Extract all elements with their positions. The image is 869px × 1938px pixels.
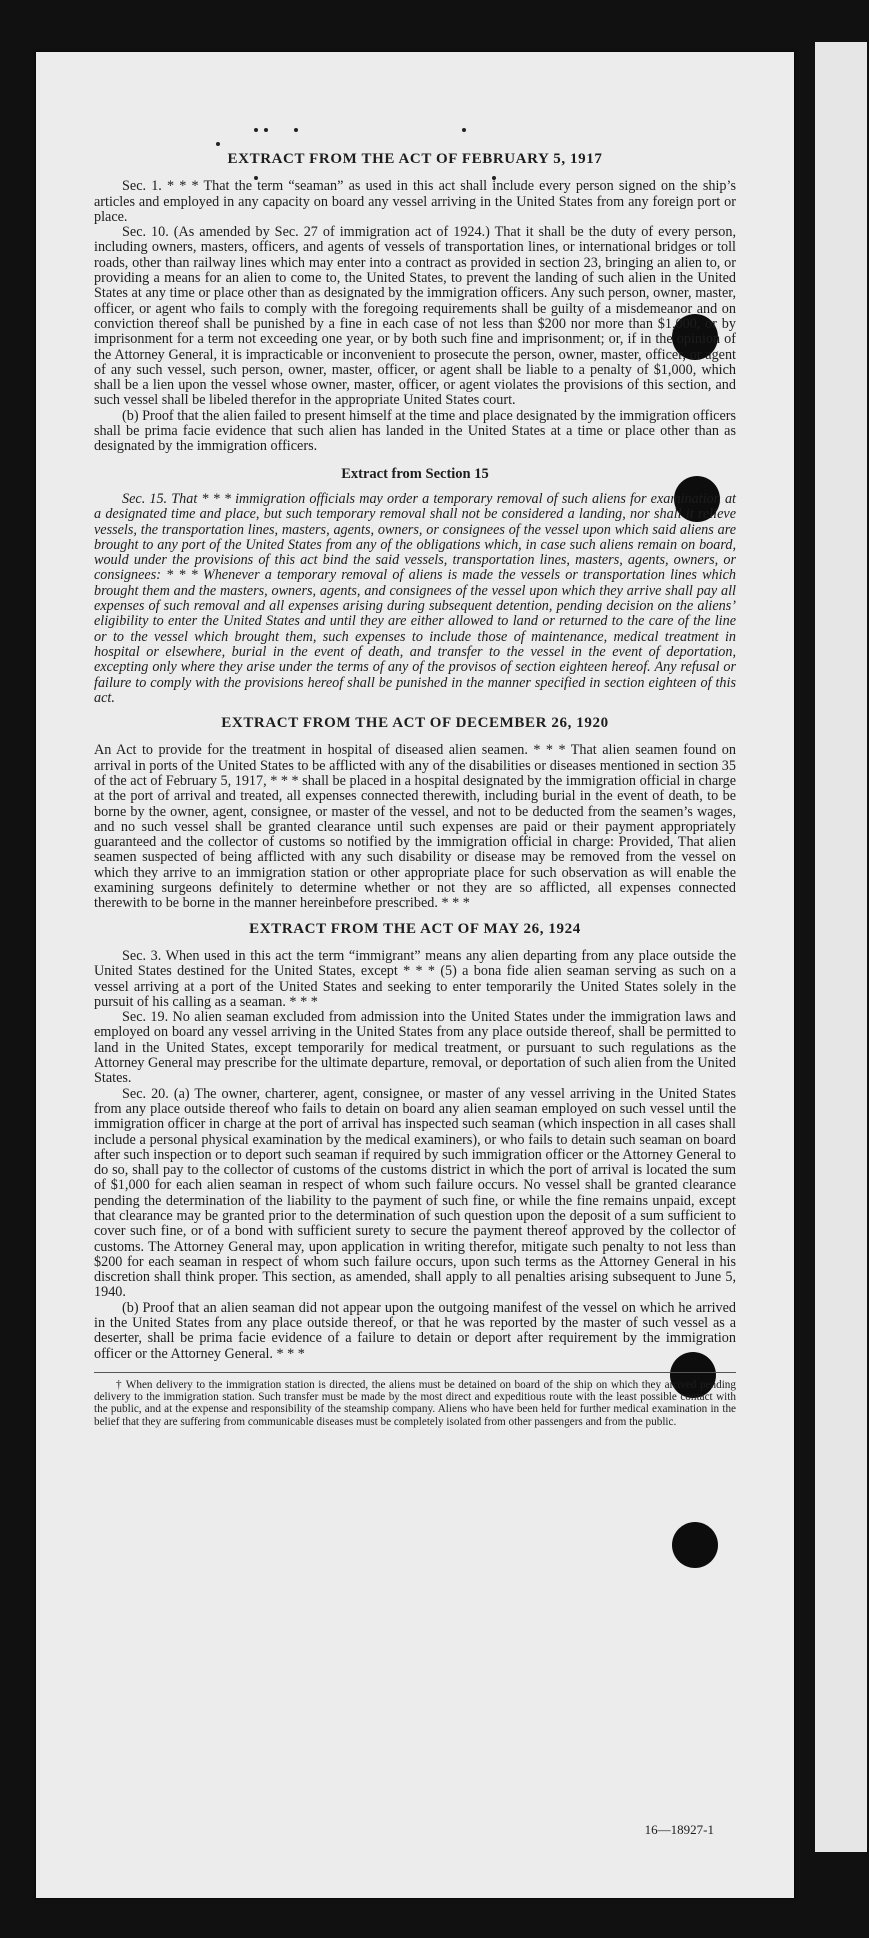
paragraph-1920-act: An Act to provide for the treatment in hospital of diseased alien seamen. * * * That alien seamen found on arrival in ports of the United States to be afflicted with any of the disabilities or diseases mentioned in section 35 of the act of February 5, 1917, * * * shall be placed in a hospital designated by the immigration official in charge at the port of arrival and treated, all expenses connected therewith, including burial in the event of death, to be borne by the owner, agent, consignee, or master of the vessel, and not to be deducted from the seamen’s wages, and no such vessel shall be granted clearance until such expenses are paid or their payment appropriately guaranteed and the collector of customs so notified by the immigration official in charge: Provided, That alien seamen suspected of being afflicted with any such disability or disease may be removed from the vessel on which they arrive to an immigration station or other appropriate place for such observation as will enable the examining surgeons definitely to determine whether or not they are so afflicted, all expenses connected therewith to be borne in the manner hereinbefore prescribed. * * * bbox=[94, 742, 736, 912]
speck bbox=[294, 128, 298, 132]
paragraph-sec-3: Sec. 3. When used in this act the term “immigrant” means any alien departing from any place outside the United States destined for the United States, except * * * (5) a bona fide alien seaman serving as such on a vessel arriving at a port of the United States and seeking to enter temporarily the United States solely in the pursuit of his calling as a seaman. * * * bbox=[94, 947, 736, 1010]
paragraph-sec-15: Sec. 15. That * * * immigration officials may order a temporary removal of such aliens for examination at a designated time and place, but such temporary removal shall not be considered a landing, nor shall it relieve vessels, the transportation lines, masters, agents, owners, or consignees of the vessel upon which said aliens are brought to any port of the United States from any of the obligations which, in case such aliens remain on board, would under the provisions of this act bind the said vessels, transportation lines, masters, agents, owners, or consignees: * * * Whenever a temporary removal of aliens is made the vessels or transportation lines which brought them and the masters, owners, agents, and consignees of the vessel upon which they arrive shall pay all expenses of such removal and all expenses arising during subsequent detention, pending decision on the aliens’ eligibility to enter the United States and until they are either allowed to land or returned to the care of the line or to the vessel which brought them, such expenses to include those of maintenance, medical treatment in hospital or elsewhere, burial in the event of death, and transfer to the vessel in the event of deportation, excepting only where they arise under the terms of any of the provisos of section eighteen hereof. Any refusal or failure to comply with the provisions hereof shall be punished in the manner specified in section eighteen of this act. bbox=[94, 490, 736, 706]
document-body bbox=[94, 152, 736, 1428]
speck bbox=[462, 128, 466, 132]
speck bbox=[216, 142, 220, 146]
paragraph-sec-19: Sec. 19. No alien seaman excluded from admission into the United States under the immigration laws and employed on board any vessel arriving in the United States from any place outside thereof, shall be permitted to land in the United States, except temporarily for medical treatment, or pursuant to such regulations as the Attorney General may prescribe for the ultimate departure, removal, or deportation of such alien from the United States. bbox=[94, 1009, 736, 1087]
speck bbox=[254, 128, 258, 132]
section-heading-1924: EXTRACT FROM THE ACT OF MAY 26, 1924 bbox=[249, 920, 581, 937]
document-page bbox=[36, 52, 794, 1898]
paragraph-sec-20-b: (b) Proof that an alien seaman did not appear upon the outgoing manifest of the vessel on which he arrived in the United States from any place outside thereof, or that he was reported by the master of such vessel as a deserter, shall be prima facie evidence of a failure to detain or deport after requirement by the immigration officer or the Attorney General. * * * bbox=[94, 1299, 736, 1362]
speck bbox=[264, 128, 268, 132]
section-heading-1917: EXTRACT FROM THE ACT OF FEBRUARY 5, 1917 bbox=[227, 151, 603, 167]
paragraph-sec-10: Sec. 10. (As amended by Sec. 27 of immigration act of 1924.) That it shall be the duty of every person, including owners, masters, officers, and agents of vessels of transportation lines, or international bridges or toll roads, other than railway lines which may enter into a contract as provided in section 23, bringing an alien to, or providing a means for an alien to come to, the United States, to prevent the landing of such alien in the United States at any time or place other than as designated by the immigration officers. Any such person, owner, master, officer, or agent who fails to comply with the foregoing requirements shall be guilty of a misdemeanor and on conviction thereof shall be punished by a fine in each case of not less than $200 nor more than $1,000, or by imprisonment for a term not exceeding one year, or by both such fine and imprisonment; or, if in the opinion of the Attorney General, it is impracticable or inconvenient to prosecute the person, owner, master, officer, or agent of any such vessel, such person, owner, master, officer, or agent shall be liable to a penalty of $1,000, which shall be a lien upon the vessel whose owner, master, officer, or agent violates the provisions of this section, and such vessel shall be libeled therefor in the appropriate United States court. bbox=[94, 224, 736, 409]
paragraph-sec-10-b: (b) Proof that the alien failed to present himself at the time and place designated by the immigration officers shall be prima facie evidence that such alien has landed in the United States at a time or place other than as designated by the immigration officers. bbox=[94, 407, 736, 455]
section-heading-1920: EXTRACT FROM THE ACT OF DECEMBER 26, 1920 bbox=[221, 715, 609, 732]
punch-hole bbox=[672, 1522, 718, 1568]
paragraph-sec-1: Sec. 1. * * * That the term “seaman” as used in this act shall include every person signed on the ship’s articles and employed in any capacity on board any vessel arriving in the United States from any foreign port or place. bbox=[94, 178, 736, 225]
adjacent-page-strip bbox=[815, 42, 867, 1852]
form-number: 16—18927-1 bbox=[644, 1822, 714, 1837]
section-heading-sec-15: Extract from Section 15 bbox=[341, 465, 489, 482]
paragraph-sec-20: Sec. 20. (a) The owner, charterer, agent, consignee, or master of any vessel arriving in the United States from any place outside thereof who fails to detain on board any alien seaman employed on such vessel until the immigration officer in charge at the port of arrival has inspected such seaman (which inspection in all cases shall include a personal physical examination by the medical examiners), or who fails to detain such seaman on board after such inspection or to deport such seaman if required by such immigration officer or the Attorney General to do so, shall pay to the collector of customs of the customs district in which the port of arrival is located the sum of $1,000 for each alien seaman in respect of whom such failure occurs. No vessel shall be granted clearance pending the determination of the liability to the payment of such fine, or while the fine remains unpaid, except that clearance may be granted prior to the determination of such question upon the deposit of a sum sufficient to cover such fine, or of a bond with sufficient surety to secure the payment thereof approved by the collector of customs. The Attorney General may, upon application in writing therefor, mitigate such penalty to not less than $200 for each seaman in respect of whom such failure occurs, upon such terms as the Attorney General in his discretion shall think proper. This section, as amended, shall apply to all penalties arising subsequent to June 5, 1940. bbox=[94, 1085, 736, 1301]
footnote: † When delivery to the immigration station is directed, the aliens must be detained on board of the ship on which they arrived pending delivery to the immigration station. Such transfer must be made by the most direct and expeditious route with the least possible contact with the public, and at the expense and responsibility of the steamship company. Aliens who have been held for further medical examination in the belief that they are suffering from communicable diseases must be completely isolated from other passengers and from the public. bbox=[94, 1372, 736, 1428]
